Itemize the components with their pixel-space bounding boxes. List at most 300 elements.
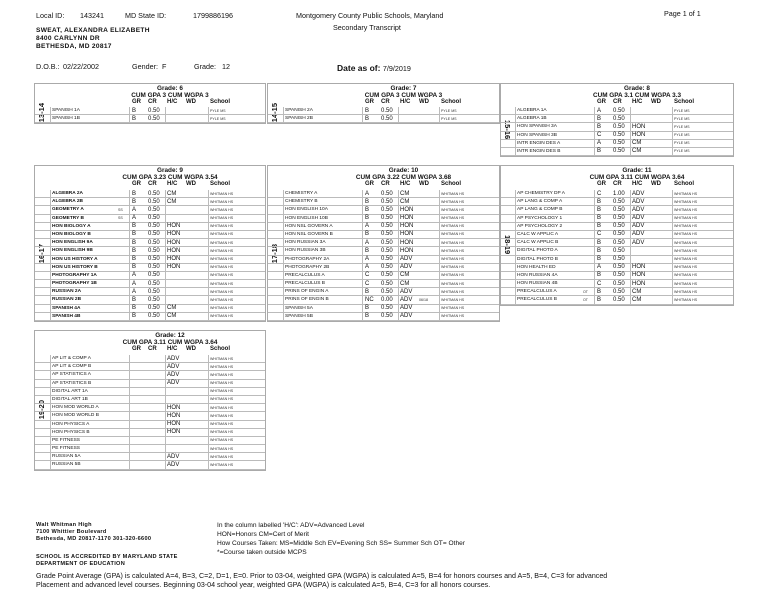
course-row xyxy=(35,231,265,239)
course-gr: B xyxy=(597,206,602,213)
course-cr: 0.50 xyxy=(148,239,160,246)
course-row xyxy=(268,231,499,239)
course-hw: SS xyxy=(118,216,123,221)
course-hc: ADV xyxy=(632,206,645,213)
column-header-hc: H/C xyxy=(167,181,178,187)
course-row xyxy=(35,247,265,255)
course-name: RUSSIAN 5B xyxy=(52,462,81,468)
course-cr: 1.00 xyxy=(613,190,625,197)
course-school: WHITMAN HS xyxy=(441,306,465,311)
course-school: WHITMAN HS xyxy=(674,297,698,302)
course-school: WHITMAN HS xyxy=(210,430,234,435)
course-cr: 0.50 xyxy=(148,313,160,320)
course-hc: HON xyxy=(167,421,181,427)
age-range-label: 13-14 xyxy=(37,103,46,123)
grade-gpa: CUM GPA 3 CUM WGPA 3 xyxy=(131,92,209,99)
course-cr: 0.50 xyxy=(148,305,160,312)
column-header-gr: GR xyxy=(132,99,141,105)
course-name: HON ENGLISH 9B xyxy=(52,248,93,254)
column-header-gr: GR xyxy=(365,181,374,187)
course-school: WHITMAN HS xyxy=(674,199,698,204)
course-row xyxy=(35,453,265,461)
course-school: WHITMAN HS xyxy=(674,289,698,294)
course-school: PYLE MS xyxy=(674,124,690,129)
course-gr: B xyxy=(365,198,370,205)
course-hc: CM xyxy=(167,313,177,320)
course-row xyxy=(501,190,733,198)
course-name: PHOTOGRAPHY 1A xyxy=(52,272,97,278)
course-hc: HON xyxy=(632,132,646,139)
course-gr: B xyxy=(132,223,137,230)
course-list xyxy=(35,107,265,123)
course-school: PYLE MS xyxy=(674,108,690,113)
course-cr: 0.50 xyxy=(381,264,393,271)
legend-line-4: *=Course taken outside MCPS xyxy=(217,549,307,556)
course-row xyxy=(268,206,499,214)
course-cr: 0.50 xyxy=(148,223,160,230)
course-name: PRECALCULUS B xyxy=(517,297,557,303)
course-name: HON US HISTORY A xyxy=(52,256,98,262)
course-name: HON BIOLOGY A xyxy=(52,223,91,229)
grade-title: Grade: 9 xyxy=(157,167,183,174)
course-row xyxy=(35,421,265,429)
course-list xyxy=(501,190,733,305)
column-header-cr: CR xyxy=(381,99,390,105)
course-school: PYLE MS xyxy=(674,141,690,146)
course-list xyxy=(268,190,499,321)
course-row xyxy=(35,388,265,396)
course-hc: HON xyxy=(400,223,414,230)
course-name: SPANISH 2A xyxy=(285,108,313,113)
legend-line-2: HON=Honors CM=Cert of Merit xyxy=(217,531,309,538)
course-name: INTR ENGIN DES A xyxy=(517,140,561,146)
course-cr: 0.50 xyxy=(148,288,160,295)
course-cr: 0.50 xyxy=(381,305,393,312)
course-gr: B xyxy=(132,313,137,320)
course-row xyxy=(35,355,265,363)
course-name: RUSSIAN 2B xyxy=(52,297,82,303)
grade-title: Grade: 6 xyxy=(157,85,183,92)
course-row xyxy=(268,264,499,272)
course-name: HON PHYSICS A xyxy=(52,421,90,427)
course-row xyxy=(268,215,499,223)
course-row xyxy=(35,256,265,264)
column-header-cr: CR xyxy=(613,99,622,105)
grade-gpa: CUM GPA 3.23 CUM WGPA 3.54 xyxy=(122,174,218,181)
course-name: SPANISH 4B xyxy=(52,313,81,319)
course-school: WHITMAN HS xyxy=(441,199,465,204)
course-hw: SS xyxy=(118,207,123,212)
course-cr: 0.50 xyxy=(381,313,393,320)
course-name: HON US HISTORY B xyxy=(52,264,98,270)
grade-panel xyxy=(267,83,500,124)
course-row xyxy=(35,363,265,371)
grade-title: Grade: 8 xyxy=(624,85,650,92)
column-header-school: School xyxy=(210,99,231,105)
course-row xyxy=(35,380,265,388)
course-hc: ADV xyxy=(400,264,413,271)
column-header-school: School xyxy=(441,181,462,187)
course-name: HON ENGLISH 10B xyxy=(285,215,328,221)
course-name: DIGITAL ART 1A xyxy=(52,388,88,394)
course-gr: B xyxy=(132,190,137,197)
course-row xyxy=(268,313,499,321)
course-name: PRINS OF ENGIN B xyxy=(285,297,329,303)
course-row xyxy=(35,313,265,321)
course-name: ALGEBRA 2A xyxy=(52,191,84,196)
course-name: HON ENGLISH 10A xyxy=(285,207,328,213)
course-school: WHITMAN HS xyxy=(210,191,234,196)
course-hc: HON xyxy=(167,404,181,411)
course-cr: 0.50 xyxy=(613,148,625,155)
course-hc: HON xyxy=(167,247,181,254)
course-row xyxy=(268,247,499,255)
course-gr: B xyxy=(132,231,137,238)
course-school: WHITMAN HS xyxy=(441,297,465,302)
course-note: 06/18 xyxy=(419,297,428,302)
course-row xyxy=(268,288,499,296)
course-school: WHITMAN HS xyxy=(210,372,234,377)
course-name: DIGITAL ART 1B xyxy=(52,396,88,402)
course-row xyxy=(35,280,265,288)
course-gr: B xyxy=(597,123,602,130)
course-gr: B xyxy=(597,148,602,155)
course-school: PYLE MS xyxy=(441,108,457,113)
course-row xyxy=(501,107,733,115)
course-hc: CM xyxy=(632,288,642,295)
district-name: Montgomery County Public Schools, Maryland xyxy=(296,11,444,20)
course-school: WHITMAN HS xyxy=(210,281,234,286)
course-school: WHITMAN HS xyxy=(210,422,234,426)
course-cr: 0.00 xyxy=(381,296,393,303)
course-hc: CM xyxy=(400,198,410,205)
course-gr: B xyxy=(132,115,137,122)
column-header-wd: WD xyxy=(419,181,429,187)
course-row xyxy=(501,206,733,214)
column-header-school: School xyxy=(210,181,231,187)
course-school: WHITMAN HS xyxy=(210,306,234,311)
grade-title: Grade: 7 xyxy=(390,85,417,92)
course-cr: 0.50 xyxy=(148,115,160,122)
as-of-date xyxy=(337,63,411,73)
course-gr: B xyxy=(365,215,370,222)
grade-gpa: CUM GPA 3.22 CUM WGPA 3.68 xyxy=(355,174,452,181)
column-header-wd: WD xyxy=(186,181,196,187)
course-hc: HON xyxy=(400,231,414,238)
column-header-hc: H/C xyxy=(632,181,643,187)
course-cr: 0.50 xyxy=(381,256,393,262)
course-gr: A xyxy=(132,272,137,279)
course-name: PHOTOGRAPHY 2A xyxy=(285,256,330,262)
course-name: HON NSL GOVERN A xyxy=(285,223,333,229)
course-name: CALC W APPLIC B xyxy=(517,240,559,246)
course-name: HON PHYSICS B xyxy=(52,429,90,435)
course-gr: B xyxy=(365,206,370,213)
course-school: PYLE MS xyxy=(674,133,690,138)
course-gr: B xyxy=(597,198,602,205)
course-cr: 0.50 xyxy=(148,272,160,279)
course-name: ALGEBRA 2B xyxy=(52,199,84,205)
course-name: PRINS OF ENGIN A xyxy=(285,289,329,295)
course-hc: ADV xyxy=(167,453,180,460)
course-list xyxy=(35,355,265,470)
course-school: WHITMAN HS xyxy=(674,265,698,270)
course-list xyxy=(35,190,265,321)
legend-line-3: How Courses Taken: MS=Middle Sch EV=Evening Sch SS= Summer Sch OT= Other xyxy=(217,540,465,547)
column-header-hc: H/C xyxy=(400,99,411,105)
course-cr: 0.50 xyxy=(613,107,625,114)
course-cr: 0.50 xyxy=(381,206,393,213)
column-header-gr: GR xyxy=(132,181,141,187)
course-name: PE FITNESS xyxy=(52,437,80,443)
column-header-cr: CR xyxy=(148,346,157,352)
course-row xyxy=(501,115,733,123)
course-name: DIGITAL PHOTO B xyxy=(517,256,558,262)
course-list xyxy=(501,107,733,156)
column-header-hc: H/C xyxy=(167,346,178,352)
course-name: DIGITAL PHOTO A xyxy=(517,248,558,254)
course-row xyxy=(35,461,265,469)
course-school: WHITMAN HS xyxy=(210,207,234,212)
course-school: WHITMAN HS xyxy=(441,207,465,212)
course-row xyxy=(501,148,733,156)
course-school: WHITMAN HS xyxy=(210,216,234,221)
course-hc: CM xyxy=(400,272,410,279)
course-hc: CM xyxy=(400,280,410,287)
course-school: PYLE MS xyxy=(210,108,226,113)
course-school: WHITMAN HS xyxy=(210,199,234,204)
course-hc: HON xyxy=(167,412,181,419)
age-range-label: 17-18 xyxy=(270,243,279,263)
course-gr: C xyxy=(365,272,370,279)
course-hw: OT xyxy=(583,297,588,302)
course-row xyxy=(35,445,265,453)
course-row xyxy=(35,288,265,296)
course-row xyxy=(268,256,499,264)
course-name: HON BIOLOGY B xyxy=(52,231,91,237)
course-row xyxy=(35,215,265,223)
column-header-school: School xyxy=(674,99,695,105)
course-hc: HON xyxy=(400,215,414,222)
course-row xyxy=(268,107,499,115)
grade-gpa: CUM GPA 3 CUM WGPA 3 xyxy=(364,92,443,99)
course-hc: ADV xyxy=(632,231,645,238)
legend-line-1: In the column labelled 'H/C': ADV=Advanced Level xyxy=(217,522,365,529)
course-name: AP PSYCHOLOGY 2 xyxy=(517,223,563,229)
course-name: SPANISH 5A xyxy=(285,305,313,311)
course-gr: C xyxy=(597,280,602,287)
course-school: WHITMAN HS xyxy=(674,191,698,196)
course-name: CALC W APPLIC A xyxy=(517,231,559,237)
course-cr: 0.50 xyxy=(613,231,625,238)
course-name: AP STATISTICS A xyxy=(52,372,91,378)
course-school: WHITMAN HS xyxy=(441,232,465,237)
course-school: WHITMAN HS xyxy=(441,248,465,253)
gender-value: F xyxy=(162,62,167,71)
course-cr: 0.50 xyxy=(381,198,393,205)
course-cr: 0.50 xyxy=(148,280,160,287)
course-cr: 0.50 xyxy=(381,288,393,295)
course-hc: CM xyxy=(632,140,642,147)
course-gr: A xyxy=(597,140,602,147)
course-gr: A xyxy=(365,256,370,262)
course-cr: 0.50 xyxy=(613,239,625,246)
grade-value: 12 xyxy=(222,62,230,71)
course-cr: 0.50 xyxy=(381,215,393,222)
course-name: HON NSL GOVERN B xyxy=(285,231,333,237)
course-gr: B xyxy=(597,223,602,230)
course-gr: B xyxy=(365,305,370,312)
course-row xyxy=(35,272,265,280)
column-header-hc: H/C xyxy=(632,99,643,105)
course-name: HON MOD WORLD B xyxy=(52,413,99,419)
column-header-gr: GR xyxy=(365,99,374,105)
course-cr: 0.50 xyxy=(613,198,625,205)
course-cr: 0.50 xyxy=(381,107,393,114)
course-hc: HON xyxy=(400,206,414,213)
column-header-gr: GR xyxy=(132,346,141,352)
course-row xyxy=(268,272,499,280)
course-name: HON RUSSIAN 3B xyxy=(285,248,326,254)
course-cr: 0.50 xyxy=(148,256,160,262)
course-gr: B xyxy=(597,296,602,303)
course-cr: 0.50 xyxy=(381,190,393,197)
course-hc: HON xyxy=(167,239,181,246)
course-name: HON RUSSIAN 4B xyxy=(517,281,558,287)
age-range-label: 15-16 xyxy=(503,119,512,139)
course-row xyxy=(501,256,733,264)
course-row xyxy=(35,429,265,437)
course-row xyxy=(35,206,265,214)
course-hc: ADV xyxy=(167,363,180,370)
course-school: WHITMAN HS xyxy=(210,389,234,394)
course-row xyxy=(35,371,265,379)
course-school: WHITMAN HS xyxy=(441,314,465,319)
course-hc: ADV xyxy=(167,355,180,362)
state-id-value: 1799886196 xyxy=(193,11,233,20)
course-gr: B xyxy=(597,115,602,122)
column-header-school: School xyxy=(441,99,462,105)
course-name: GEOMETRY B xyxy=(52,215,84,221)
course-hc: ADV xyxy=(167,371,180,378)
course-cr: 0.50 xyxy=(148,247,160,254)
course-name: PRECALCULUS A xyxy=(517,289,557,295)
grade-gpa: CUM GPA 3.1 CUM WGPA 3.3 xyxy=(592,92,682,99)
student-street: 8400 CARLYNN DR xyxy=(36,35,100,42)
course-row xyxy=(35,396,265,404)
course-row xyxy=(501,215,733,223)
course-cr: 0.50 xyxy=(381,272,393,279)
course-cr: 0.50 xyxy=(381,239,393,246)
course-hc: HON xyxy=(632,272,646,279)
column-header-wd: WD xyxy=(186,99,196,105)
course-cr: 0.50 xyxy=(148,215,160,222)
course-row xyxy=(35,264,265,272)
course-cr: 0.50 xyxy=(148,296,160,303)
grade-panel xyxy=(34,330,266,471)
course-hc: ADV xyxy=(167,380,180,387)
course-school: WHITMAN HS xyxy=(441,265,465,270)
course-name: PE FITNESS xyxy=(52,446,80,452)
as-of-label: Date as of: xyxy=(337,63,381,73)
course-hc: CM xyxy=(167,190,177,197)
course-gr: A xyxy=(132,206,137,213)
column-header-wd: WD xyxy=(651,99,661,105)
course-row xyxy=(501,264,733,272)
course-row xyxy=(501,223,733,231)
course-gr: B xyxy=(597,288,602,295)
course-name: RUSSIAN 2A xyxy=(52,289,82,295)
column-header-wd: WD xyxy=(419,99,429,105)
course-name: HON RUSSIAN 3A xyxy=(285,240,326,246)
state-id-label: MD State ID: xyxy=(125,11,167,20)
age-range-label: 19-20 xyxy=(37,400,46,420)
column-header-cr: CR xyxy=(148,99,157,105)
course-gr: B xyxy=(132,247,137,254)
course-hc: HON xyxy=(167,264,181,271)
course-school: WHITMAN HS xyxy=(210,454,234,459)
course-name: HON SPANISH 3B xyxy=(517,132,557,138)
course-hc: HON xyxy=(632,264,646,271)
course-gr: C xyxy=(365,280,370,287)
course-cr: 0.50 xyxy=(613,280,625,287)
course-row xyxy=(501,288,733,296)
course-school: WHITMAN HS xyxy=(674,248,698,253)
course-gr: C xyxy=(597,190,602,197)
course-school: WHITMAN HS xyxy=(210,240,234,245)
course-school: WHITMAN HS xyxy=(441,224,465,229)
course-hc: HON xyxy=(167,223,181,230)
course-hc: ADV xyxy=(632,239,645,246)
grade-gpa: CUM GPA 3.11 CUM WGPA 3.64 xyxy=(122,339,218,346)
local-id-label: Local ID: xyxy=(36,11,65,20)
course-gr: A xyxy=(365,190,370,197)
course-row xyxy=(35,404,265,412)
course-hc: HON xyxy=(632,280,646,287)
course-hc: CM xyxy=(167,305,177,312)
course-cr: 0.50 xyxy=(613,272,625,279)
course-cr: 0.50 xyxy=(148,231,160,238)
course-row xyxy=(268,115,499,123)
course-gr: A xyxy=(597,107,602,114)
course-hc: ADV xyxy=(632,190,645,197)
course-row xyxy=(268,280,499,288)
grade-title: Grade: 12 xyxy=(155,332,185,339)
course-hc: CM xyxy=(632,148,642,155)
course-school: PYLE MS xyxy=(441,116,457,121)
course-row xyxy=(35,239,265,247)
course-row xyxy=(35,305,265,313)
course-name: AP CHEMISTRY DP A xyxy=(517,191,565,196)
gpa-note-line-2: Placement and advanced level courses. Beginning 03-04 school year, weighted GPA (WGPA) is calculated A=5, B=4, C=3 for all honors courses. xyxy=(36,581,491,589)
course-gr: B xyxy=(365,247,370,254)
course-gr: B xyxy=(132,239,137,246)
course-school: PYLE MS xyxy=(674,116,690,121)
course-school: WHITMAN HS xyxy=(674,257,698,261)
course-row xyxy=(35,223,265,231)
course-gr: B xyxy=(132,305,137,312)
course-row xyxy=(501,132,733,140)
course-hc: ADV xyxy=(632,215,645,222)
column-header-gr: GR xyxy=(597,99,606,105)
course-cr: 0.50 xyxy=(148,198,160,205)
dob-value: 02/22/2002 xyxy=(63,62,99,71)
course-name: CHEMISTRY B xyxy=(285,199,318,205)
course-hc: ADV xyxy=(167,461,180,468)
course-gr: B xyxy=(132,296,137,303)
course-school: WHITMAN HS xyxy=(210,413,234,418)
course-row xyxy=(35,198,265,206)
